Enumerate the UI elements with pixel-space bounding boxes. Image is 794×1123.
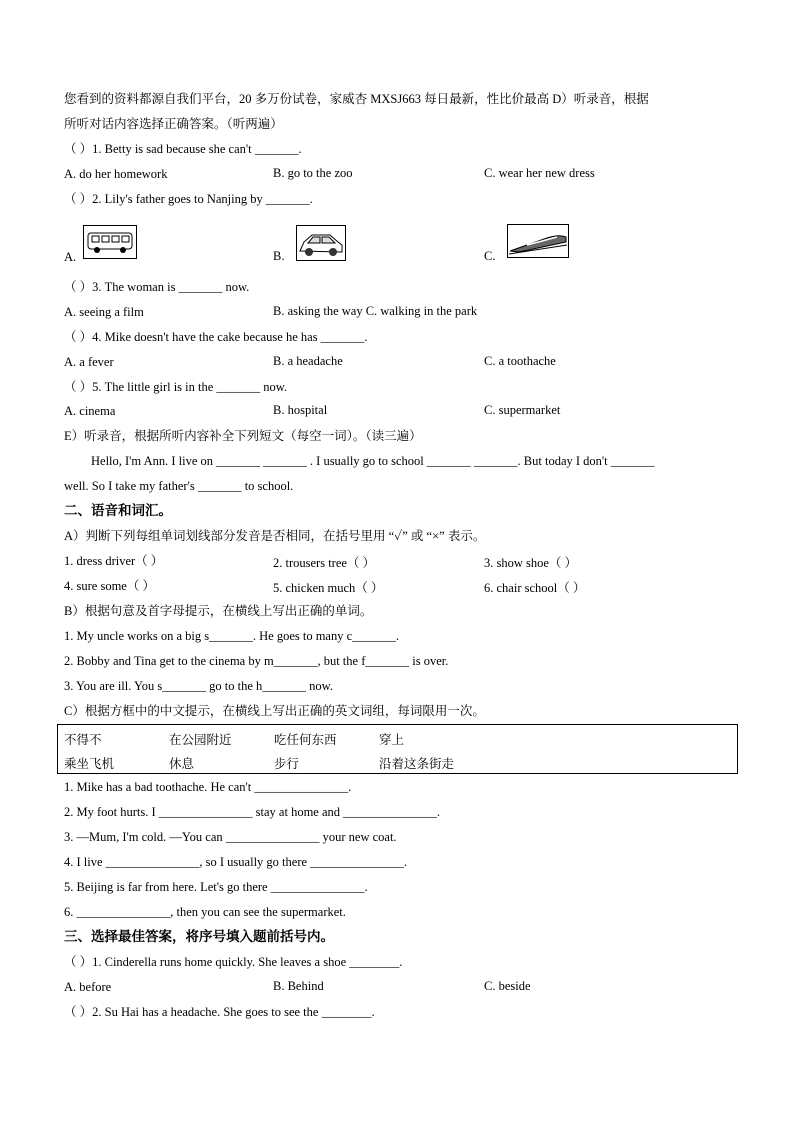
intro-line-1: 您看到的资料都源自我们平台，20 多万份试卷，家威杏 MXSJ663 每日最新，性比价最高 D）听录音，根据 [64,92,649,106]
phonics-item-4: 4. sure some（ ） [64,579,155,593]
question-d3-option-bc: B. asking the way C. walking in the park [273,304,478,318]
phonics-item-3: 3. show shoe（ ） [484,556,578,570]
question-d5-option-b: B. hospital [273,403,328,417]
section-e-title: E）听录音，根据所听内容补全下列短文（每空一词）。（读三遍） [64,429,422,443]
phonics-item-1: 1. dress driver（ ） [64,554,164,568]
car-picture [296,225,346,261]
section-e-line-2: well. So I take my father's _______ to school. [64,479,294,493]
question-d1-option-c: C. wear her new dress [484,166,595,180]
question-d2-option-a: A. [64,250,77,264]
question-d1: （ ）1. Betty is sad because she can't _______. [64,142,302,156]
question-d2: （ ）2. Lily's father goes to Nanjing by _______. [64,192,313,206]
hint-3: 吃任何东西 [274,733,337,747]
intro-line-2: 所听对话内容选择正确答案。（听两遍） [64,117,283,131]
phonics-item-2: 2. trousers tree（ ） [273,556,376,570]
question-d4: （ ）4. Mike doesn't have the cake because he has _______. [64,330,368,344]
section-2c-item-5: 5. Beijing is far from here. Let's go there _______________. [64,880,368,894]
section-3-question-1: （ ）1. Cinderella runs home quickly. She leaves a shoe ________. [64,955,403,969]
section-3-question-1-option-c: C. beside [484,979,531,993]
hint-5: 乘坐飞机 [64,757,115,771]
question-d5-option-a: A. cinema [64,404,116,418]
hint-1: 不得不 [64,733,102,747]
train-picture [507,224,569,258]
phonics-item-5: 5. chicken much（ ） [273,581,384,595]
section-3-question-1-option-b: B. Behind [273,979,324,993]
question-d2-option-b: B. [273,249,285,263]
section-3-title: 三、选择最佳答案，将序号填入题前括号内。 [64,929,334,944]
section-3-question-2: （ ）2. Su Hai has a headache. She goes to see the ________. [64,1005,375,1019]
section-e-line-1: Hello, I'm Ann. I live on _______ _______ . I usually go to school _______ _______. But today I don't _______ [91,454,655,468]
phrase-hint-box [57,724,738,774]
section-2b-item-2: 2. Bobby and Tina get to the cinema by m_______, but the f_______ is over. [64,654,449,668]
section-2c-title: C）根据方框中的中文提示，在横线上写出正确的英文词组，每词限用一次。 [64,704,485,718]
section-2a-title: A）判断下列每组单词划线部分发音是否相同，在括号里用 “✓” 或 “×” 表示。 [64,529,486,543]
section-2c-item-2: 2. My foot hurts. I _______________ stay at home and _______________. [64,805,441,819]
question-d1-option-a: A. do her homework [64,167,168,181]
section-2c-item-1: 1. Mike has a bad toothache. He can't _______________. [64,780,352,794]
section-2c-item-6: 6. _______________, then you can see the supermarket. [64,905,346,919]
section-2-title: 二、语音和词汇。 [64,503,172,518]
section-2c-item-4: 4. I live _______________, so I usually go there _______________. [64,855,408,869]
section-2c-item-3: 3. —Mum, I'm cold. —You can _______________ your new coat. [64,830,397,844]
section-2b-item-1: 1. My uncle works on a big s_______. He goes to many c_______. [64,629,400,643]
question-d1-option-b: B. go to the zoo [273,166,353,180]
section-2b-title: B）根据句意及首字母提示，在横线上写出正确的单词。 [64,604,373,618]
section-2b-item-3: 3. You are ill. You s_______ go to the h_______ now. [64,679,334,693]
question-d3: （ ）3. The woman is _______ now. [64,280,250,294]
section-3-question-1-option-a: A. before [64,980,112,994]
question-d2-option-c: C. [484,249,496,263]
hint-2: 在公园附近 [169,733,232,747]
bus-picture [83,225,137,259]
hint-4: 穿上 [379,733,405,747]
question-d4-option-c: C. a toothache [484,354,556,368]
question-d4-option-a: A. a fever [64,355,114,369]
question-d3-option-a: A. seeing a film [64,305,144,319]
question-d5-option-c: C. supermarket [484,403,561,417]
question-d5: （ ）5. The little girl is in the _______ now. [64,380,288,394]
hint-7: 步行 [274,757,300,771]
phonics-item-6: 6. chair school（ ） [484,581,586,595]
question-d4-option-b: B. a headache [273,354,343,368]
hint-8: 沿着这条街走 [379,757,455,771]
hint-6: 休息 [169,757,195,771]
